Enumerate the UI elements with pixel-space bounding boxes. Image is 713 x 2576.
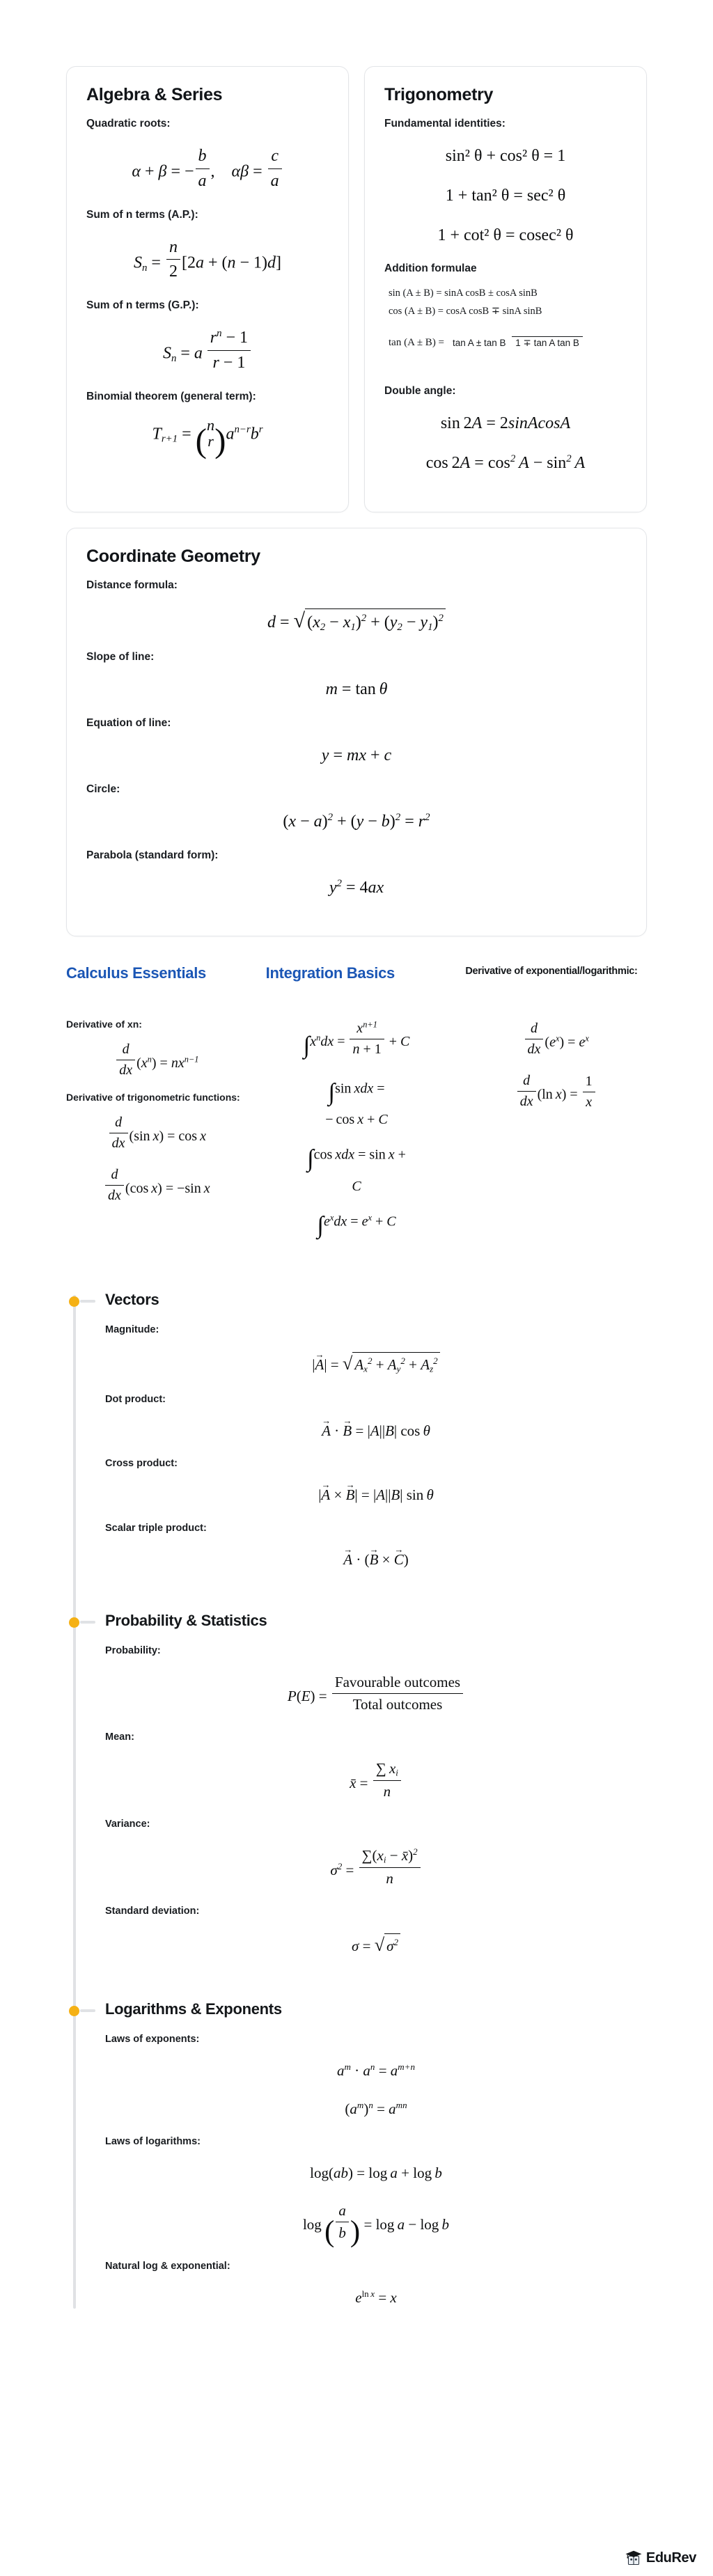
formula-dot-product: A → · B → = |A||B| cos θ [105,1420,647,1441]
timeline-item-logarithms-exponents [105,2000,647,2308]
card-title-algebra: Algebra & Series [86,85,223,104]
label-variance: Variance: [105,1819,150,1830]
formula-integral-cos: ∫cos xdx = sin x + C [307,1145,406,1195]
section-title-vectors: Vectors [105,1290,159,1308]
formula-vector-magnitude: |A →| = √ $A_x^2 + A_y^2 + A_z^2$ [105,1351,647,1377]
label-natural-log-exponential: Natural log & exponential: [105,2261,230,2272]
formula-variance: $\sigma^2$ = $\frac{\sum(x_i - x̄)^2}{n}$ [105,1845,647,1889]
timeline-dot-icon-vectors [69,1296,79,1307]
timeline-stem-logarithms [80,2009,95,2012]
label-binomial-theorem: Binomial theorem (general term): [86,390,256,402]
formula-probability-denominator: Total outcomes [332,1693,463,1715]
formula-tan-addition-lhs: tan (A ± B) = [389,337,445,349]
formula-integral-sin: ∫sin xdx = − cos x + C [325,1078,388,1128]
formula-identity-pythagorean: sin² θ + cos² θ = 1 [445,147,566,165]
card-title-trigonometry: Trigonometry [384,85,494,104]
label-cross-product: Cross product: [105,1458,178,1470]
formula-exponent-product: $a^m \cdot a^n = a^{m+n}$ [337,2061,415,2080]
formula-binomial-theorem: $T_{r+1}$ = ( n r )$a^{n-r}b^r$ [152,416,263,460]
label-equation-of-line: Equation of line: [86,717,171,730]
heading-derivative-exp-log: Derivative of exponential/logarithmic: [465,966,638,977]
formula-probability: P(E) = $\frac{\text{Favourable outcomes}}{\text{Total outcomes}}$ [105,1672,647,1715]
card-algebra-series [66,66,349,512]
card-title-coordinate-geometry: Coordinate Geometry [86,546,260,566]
timeline-item-vectors [105,1291,647,1570]
timeline-item-probability-statistics [105,1612,647,1958]
formula-integral-exp: $\int e^xdx = e^x + C$ [317,1211,396,1239]
brand-name: EduRev [645,2550,696,2566]
formula-cos-addition: cos (A ± B) = cosA cosB ∓ sinA sinB [389,305,542,317]
label-scalar-triple-product: Scalar triple product: [105,1522,207,1534]
formula-log-quotient: log ( $\frac{a}{b}$ ) = log a − log b [302,2202,450,2248]
timeline-stem-vectors [80,1300,95,1303]
formula-identity-cot-cosec: 1 + cot² θ = cosec² θ [437,226,574,244]
label-standard-deviation: Standard deviation: [105,1906,200,1917]
label-circle: Circle: [86,783,120,795]
heading-calculus-essentials: Calculus Essentials [66,964,206,982]
formula-line: y = mx + c [321,746,392,765]
label-distance-formula: Distance formula: [86,579,178,591]
timeline-dot-icon-probability [69,1617,79,1628]
timeline-rail [73,1295,76,2309]
formula-identity-tan-sec: 1 + tan² θ = sec² θ [445,186,566,205]
formula-addition-group [389,285,627,320]
formula-derivative-sin: $\frac{d}{dx}$ (sin x) = cos x [66,1113,248,1154]
section-title-probability-statistics: Probability & Statistics [105,1612,267,1630]
footer-logo [625,2550,696,2566]
formula-derivative-xn: $\frac{d}{dx}$ $(x^n) = nx^{n-1}$ [66,1039,248,1081]
column-calculus-essentials [66,964,248,1217]
label-quadratic-roots: Quadratic roots: [86,118,171,129]
label-derivative-xn: Derivative of xn: [66,1019,142,1030]
formula-probability-numerator: Favourable outcomes [334,1674,461,1691]
label-laws-of-logarithms: Laws of logarithms: [105,2135,201,2147]
card-row-top [66,66,647,512]
label-probability: Probability: [105,1645,161,1657]
formula-tan-addition-denominator: 1 ∓ tan A tan B [512,336,583,348]
card-trigonometry [364,66,647,512]
label-double-angle: Double angle: [384,385,456,398]
formula-cos-double-angle: $\cos 2A = \cos^2 A - \sin^2 A$ [425,453,586,472]
formula-mean: x̄ = $\frac{\sum x_i}{n}$ [105,1758,647,1802]
formula-standard-deviation: σ = √ $\sigma^2$ [105,1932,647,1958]
formula-scalar-triple-product: A → · (B → × C →) [105,1549,647,1570]
card-row-coordinate [66,528,647,937]
formula-slope: m = tan θ [325,680,388,699]
heading-integration-basics: Integration Basics [265,964,395,982]
formula-tan-addition-fraction [449,338,583,349]
timeline [66,1291,647,2309]
label-slope-of-line: Slope of line: [86,651,155,663]
formula-exp-ln: $e^{ln x} = x$ [355,2288,397,2307]
section-title-logarithms-exponents: Logarithms & Exponents [105,2000,282,2018]
label-addition-formulae: Addition formulae [384,262,477,275]
column-derivative-exp-log [465,964,647,1124]
graduation-cap-icon [625,2550,643,2566]
formula-tan-addition [389,337,627,349]
formula-tan-addition-numerator: tan A ± tan B [453,337,506,348]
label-magnitude: Magnitude: [105,1324,159,1335]
formula-derivative-ln: $\frac{d}{dx}$ (ln x) = $\frac{1}{x}$ [465,1071,647,1113]
formula-integral-xn: $\int x^ndx$ = $\frac{x^{n+1}}{n + 1}$ + C [303,1019,410,1059]
calculus-columns [66,964,647,1255]
formula-exponent-power: $(a^m)^n = a^{mn}$ [345,2099,407,2117]
label-laws-of-exponents: Laws of exponents: [105,2034,200,2045]
formula-log-product: log(ab) = log a + log b [310,2164,442,2181]
formula-derivative-exp: $\frac{d}{dx}$ $(e^x) = e^x$ [465,1019,647,1060]
formula-distance: d = √ $(x_2 - x_1)^2 + (y_2 - y_1)^2$ [86,606,627,636]
timeline-dot-icon-logarithms [69,2006,79,2016]
label-parabola: Parabola (standard form): [86,849,219,861]
formula-sum-gp: $S_n = a$ $\frac{r^n - 1}{r - 1}$ [86,326,329,375]
label-sum-gp: Sum of n terms (G.P.): [86,299,199,312]
formula-cross-product: |A → × B →| = |A||B| sin θ [105,1484,647,1505]
timeline-stem-probability [80,1621,95,1624]
formula-derivative-cos: $\frac{d}{dx}$ (cos x) = −sin x [66,1165,248,1206]
formula-sin-double-angle: sin 2A = 2sinAcosA [440,414,571,433]
formula-circle: $(x - a)^2 + (y - b)^2 = r^2$ [283,811,430,831]
formula-quadratic-roots: α + β = − $\frac{b}{a}$ , αβ = $\frac{c}{a}$ [86,144,329,194]
label-sum-ap: Sum of n terms (A.P.): [86,208,198,221]
formula-sum-ap: $S_n$ = $\frac{n}{2}$ [2a + (n − 1)d] [86,235,329,285]
label-dot-product: Dot product: [105,1393,166,1405]
label-mean: Mean: [105,1731,134,1743]
formula-parabola: $y^2 = 4ax$ [329,877,384,897]
formula-sin-addition: sin (A ± B) = sinA cosB ± cosA sinB [389,288,538,299]
label-fundamental-identities: Fundamental identities: [384,118,506,129]
label-derivative-trig: Derivative of trigonometric functions: [66,1092,240,1104]
column-integration-basics [266,964,448,1255]
card-coordinate-geometry [66,528,647,937]
